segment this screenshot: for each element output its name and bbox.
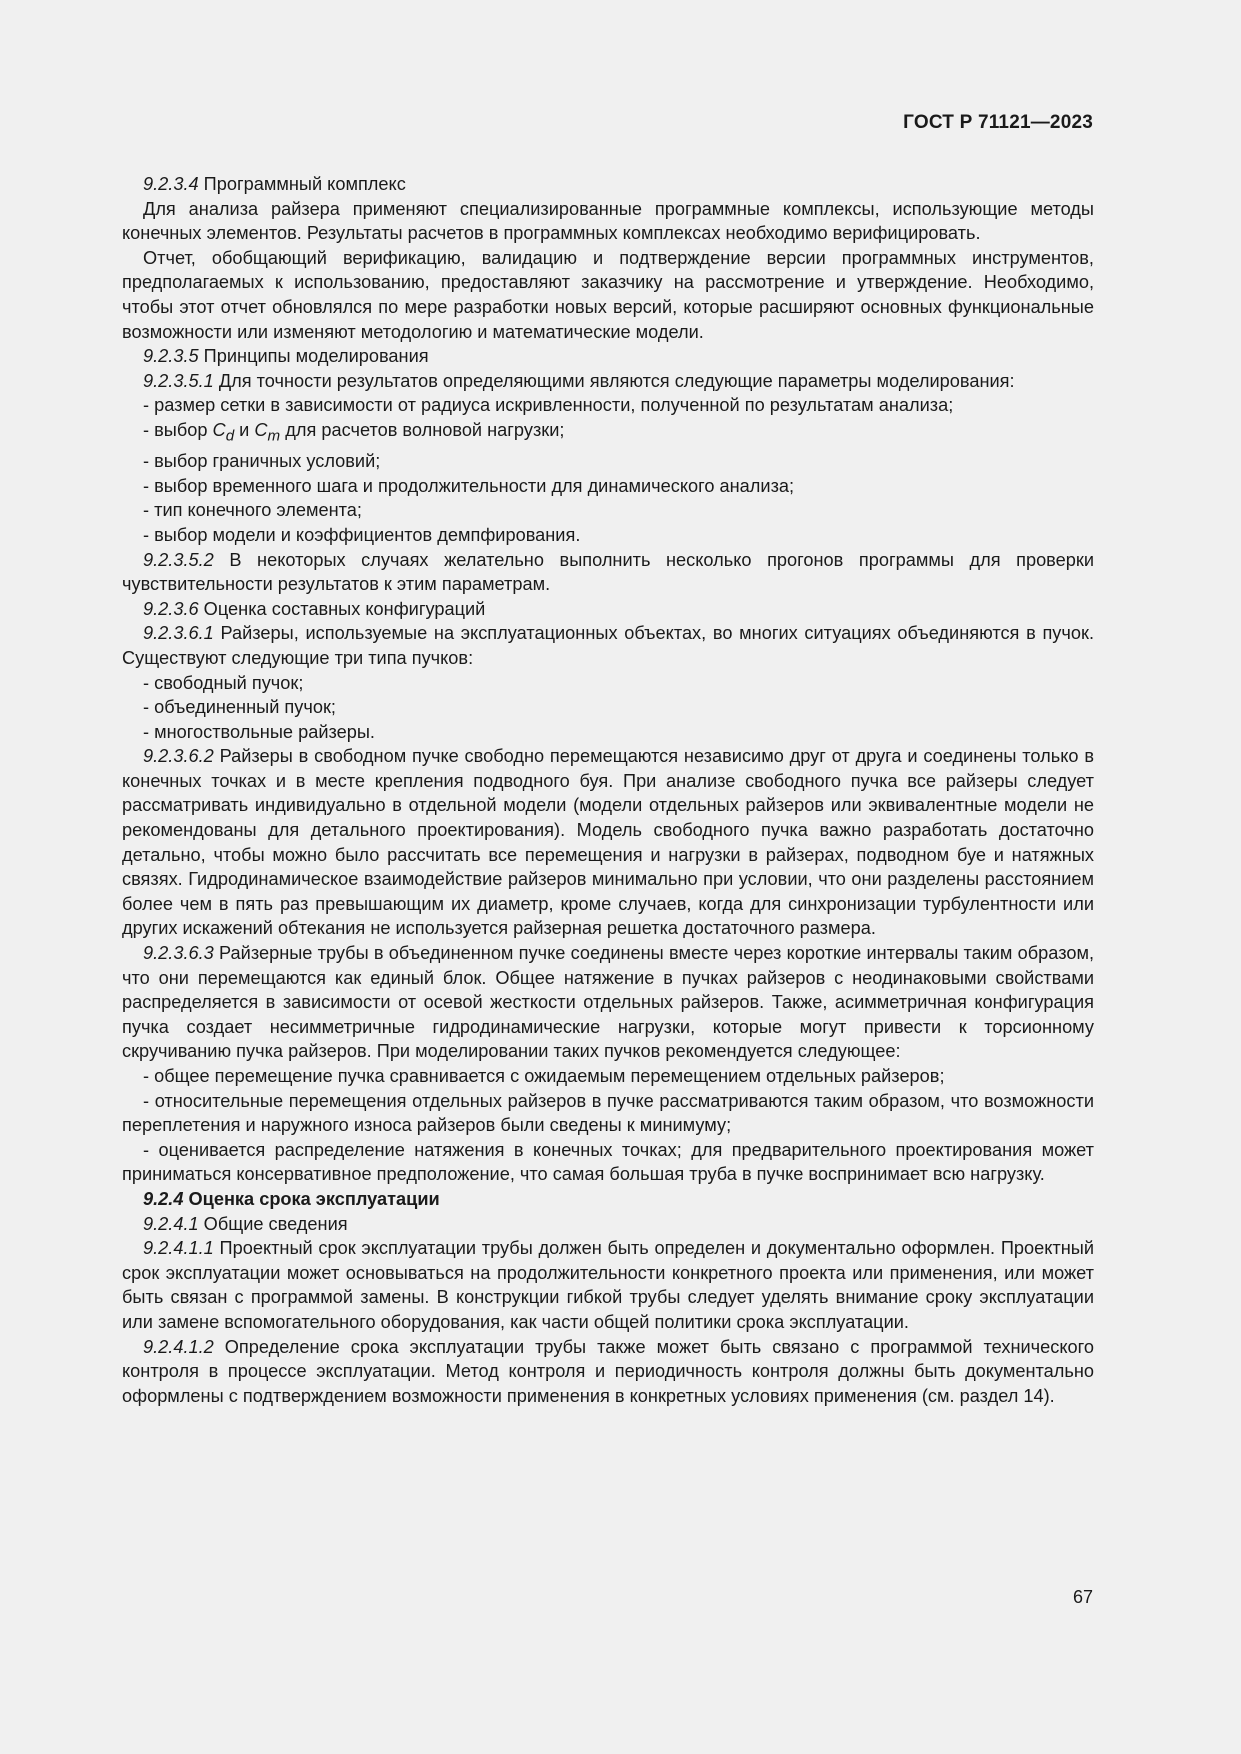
list-item: - относительные перемещения отдельных райзеров в пучке рассматриваются таким образом, что возможности переплетения и наружного износа райзеров были сведены к минимуму;: [122, 1090, 1094, 1136]
list-item: [122, 418, 1094, 449]
subsection-heading: [122, 1212, 1094, 1237]
clause-paragraph: [122, 1335, 1094, 1409]
clause-number: 9.2.3.5.2: [143, 549, 214, 570]
clause-paragraph: [122, 1236, 1094, 1334]
heading-text: Общие сведения: [198, 1213, 348, 1234]
list-text: и: [234, 419, 255, 440]
list-item: - свободный пучок;: [143, 672, 304, 693]
clause-text: В некоторых случаях желательно выполнить несколько прогонов программы для проверки чувствительности результатов к этим параметрам.: [122, 549, 1094, 595]
clause-text: Определение срока эксплуатации трубы также может быть связано с программой технического контроля в процессе эксплуатации. Метод контроля и периодичность контроля должны быть документально оформлены с подтверждением возможности применения в конкретных условиях применения (см. раздел 14).: [122, 1336, 1094, 1406]
clause-paragraph: [122, 941, 1094, 1064]
list-item: - выбор модели и коэффициентов демпфирования.: [143, 524, 581, 545]
coefficient-symbol: [254, 419, 281, 445]
subsection-heading: [122, 597, 1094, 622]
clause-number: 9.2.3.6.3: [143, 943, 214, 964]
clause-number: 9.2.4.1: [143, 1213, 199, 1234]
list-item: - размер сетки в зависимости от радиуса искривленности, полученной по результатам анализа;: [143, 395, 954, 416]
list-item: - выбор граничных условий;: [143, 451, 381, 472]
heading-text: Программный комплекс: [198, 174, 406, 194]
clause-number: 9.2.3.4: [143, 174, 199, 194]
clause-number: 9.2.3.6.1: [143, 623, 214, 644]
clause-paragraph: [122, 548, 1094, 597]
list-item: - выбор временного шага и продолжительности для динамического анализа;: [143, 475, 795, 496]
list-item: - оценивается распределение натяжения в конечных точках; для предварительного проектирования может приниматься консервативное предположение, что самая большая труба в пучке воспринимает всю нагрузку.: [122, 1139, 1094, 1185]
list-text: - выбор: [143, 419, 213, 440]
coefficient-symbol: [212, 419, 235, 445]
clause-text: Райзеры в свободном пучке свободно перемещаются независимо друг от друга и соединены только в конечных точках и в месте крепления подводного буя. При анализе свободного пучка все райзеры следует рассматривать индивидуально в отдельной модели (модели отдельных райзеров или эквивалентные модели не рекомендованы для детального проектирования). Модель свободного пучка важно разработать достаточно детально, чтобы можно было рассчитать все перемещения и нагрузки в райзерах, подводном буе и натяжных связях. Гидродинамическое взаимодействие райзеров минимально при условии, что они разделены расстоянием более чем в пять раз превышающим их диаметр, кроме случаев, когда для синхронизации турбулентности или других искажений обтекания не используется райзерная решетка достаточного размера.: [122, 746, 1094, 939]
list-text: для расчетов волновой нагрузки;: [280, 419, 565, 440]
clause-text: Для точности результатов определяющими являются следующие параметры моделирования:: [213, 370, 1015, 391]
clause-paragraph: [122, 744, 1094, 941]
heading-text: Оценка составных конфигураций: [198, 598, 486, 619]
clause-number: 9.2.4.1.2: [143, 1336, 214, 1357]
heading-text: Оценка срока эксплуатации: [183, 1188, 440, 1209]
symbol-subscript: m: [267, 427, 281, 445]
section-heading: [122, 1187, 1094, 1212]
standard-designation: ГОСТ Р 71121—2023: [903, 112, 1093, 133]
list-item: - объединенный пучок;: [143, 697, 336, 718]
symbol-base: C: [254, 419, 268, 440]
symbol-subscript: d: [225, 427, 235, 445]
clause-number: 9.2.3.5.1: [143, 370, 214, 391]
list-item: - общее перемещение пучка сравнивается с ожидаемым перемещением отдельных райзеров;: [143, 1066, 945, 1087]
list-item: - многоствольные райзеры.: [143, 721, 375, 742]
clause-number: 9.2.3.6: [143, 598, 199, 619]
subsection-heading: [122, 172, 1094, 197]
heading-text: Принципы моделирования: [198, 346, 429, 367]
clause-paragraph: [122, 369, 1094, 394]
subsection-heading: [122, 344, 1094, 369]
symbol-base: C: [212, 419, 226, 440]
clause-paragraph: [122, 621, 1094, 670]
paragraph: Отчет, обобщающий верификацию, валидацию и подтверждение версии программных инструментов, предполагаемых к использованию, предоставляют заказчику на рассмотрение и утверждение. Необходимо, чтобы этот отчет обновлялся по мере разработки новых версий, которые расширяют основных функциональные возможности или изменяют методологию и математические модели.: [122, 247, 1094, 342]
clause-number: 9.2.3.6.2: [143, 746, 214, 767]
clause-text: Райзеры, используемые на эксплуатационных объектах, во многих ситуациях объединяются в пучок. Существуют следующие три типа пучков:: [122, 623, 1094, 668]
list-item: - тип конечного элемента;: [143, 500, 362, 521]
clause-number: 9.2.4: [143, 1188, 184, 1209]
page-body: [122, 172, 1094, 1408]
clause-number: 9.2.3.5: [143, 346, 199, 367]
page-number: 67: [1072, 1587, 1093, 1607]
clause-number: 9.2.4.1.1: [143, 1238, 214, 1259]
paragraph: Для анализа райзера применяют специализированные программные комплексы, использующие методы конечных элементов. Результаты расчетов в программных комплексах необходимо верифицировать.: [122, 198, 1094, 244]
clause-text: Райзерные трубы в объединенном пучке соединены вместе через короткие интервалы таким образом, что они перемещаются как единый блок. Общее натяжение в пучках райзеров с неодинаковыми свойствами распределяется в зависимости от осевой жесткости отдельных райзеров. Также, асимметричная конфигурация пучка создает несимметричные гидродинамические нагрузки, которые могут привести к торсионному скручиванию пучка райзеров. При моделировании таких пучков рекомендуется следующее:: [122, 943, 1094, 1062]
clause-text: Проектный срок эксплуатации трубы должен быть определен и документально оформлен. Проектный срок эксплуатации может основываться на продолжительности конкретного проекта или применения, или может быть связан с программой замены. В конструкции гибкой трубы следует уделять внимание сроку эксплуатации или замене вспомогательного оборудования, как части общей политики срока эксплуатации.: [122, 1238, 1094, 1332]
